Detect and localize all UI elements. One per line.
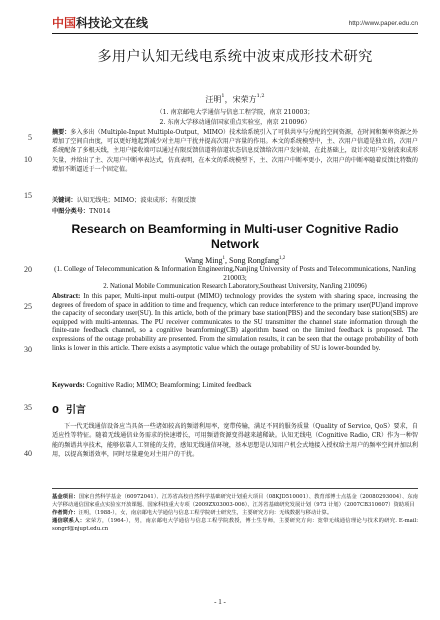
chinese-abstract	[52, 128, 418, 174]
footnote-text: 国家自然科学基金（60972041）、江苏省高校自然科学基础研究计划重大项目（08KJD510001）、教育部博士点基金（20080293004）、东南大学移动通信国家重点实验室开放课题、国家科技重大专项（2009ZX03003-006）、江苏省基础研究发展计划（973 计划）（2007CB310607）资助项目	[52, 494, 418, 508]
line-number: 40	[24, 449, 32, 458]
author-name: 宋荣方	[232, 95, 257, 104]
line-number: 30	[24, 345, 32, 354]
author-name: Song Rongfang	[229, 256, 280, 265]
footnote-divider	[52, 488, 418, 489]
journal-logo	[52, 14, 148, 31]
affiliation-line: 2. 东南大学移动通信国家重点实验室，南京 210096）	[159, 119, 311, 126]
chinese-affiliations	[52, 108, 418, 128]
section-number: 0	[52, 405, 59, 416]
english-abstract	[52, 292, 418, 352]
author-name: 汪明	[205, 95, 222, 104]
author-affiliation-mark: 1,2	[279, 256, 286, 261]
author-separator: ，	[224, 95, 233, 104]
author-affiliation-mark: 1	[221, 93, 225, 99]
keywords-text: Cognitive Radio; MIMO; Beamforming; Limited feedback	[86, 381, 252, 389]
line-number: 5	[28, 133, 32, 142]
line-number: 15	[24, 191, 32, 200]
section-title: 引言	[65, 405, 86, 416]
affiliation-line: （1. 南京邮电大学通信与信息工程学院，南京 210003；	[156, 109, 314, 116]
author-affiliation-mark: 1	[222, 256, 226, 261]
classification-number	[52, 206, 418, 215]
keywords-label: 关键词：	[52, 197, 77, 204]
section-heading	[52, 401, 418, 416]
footnote-text: 汪明，（1988-），女，南京邮电大学通信与信息工程学院研士研究生，主要研究方向：无线数据与移动计算。	[78, 509, 333, 516]
footnote-label: 基金项目：	[52, 494, 79, 500]
clc-label: 中图分类号：	[52, 208, 90, 215]
footnotes	[52, 494, 418, 534]
footnote-label: 通信联系人：	[52, 517, 86, 524]
author-name: Wang Ming	[184, 256, 223, 265]
logo-black-text: 科技论文在线	[76, 16, 149, 30]
english-authors	[52, 256, 418, 265]
intro-paragraph: 下一代无线通信设备应当具备一些诸如较高的频谱利用率，宽带传输，满足不同的服务质量（Quality of Service, QoS）要求，自适应性等特征。随着无线通信业务需求的快速增长，可用频谱资源变得越来越稀缺。认知无线电（Cognitive Radio, CR）作为一种智能的频谱共享技术，能够依靠人工智能的支持，感知无线通信环境，基本思想是认知用户机会式地接入授权给主用户的频率空间并加以利用，以提高频谱效率，同时尽量避免对主用户的干扰。	[52, 423, 418, 459]
line-number: 35	[24, 403, 32, 412]
keywords-label: Keywords:	[52, 381, 85, 389]
author-separator: ,	[225, 256, 230, 265]
page-number: - 1 -	[214, 598, 226, 606]
footnote-contact	[52, 518, 418, 534]
logo-red-text: 中国	[52, 16, 77, 30]
footnote-funding	[52, 494, 418, 510]
page-header	[0, 0, 440, 38]
footnote-text: 宋荣方，（1964-），男，南京邮电大学通信与信息工程学院教授，博士生导师，主要研究方向：宽带无线通信理论与技术的研究. E-mail: songrf@njupt.edu.cn	[52, 517, 418, 532]
header-url[interactable]: http://www.paper.edu.cn	[348, 20, 418, 27]
footnote-bio	[52, 510, 418, 518]
line-number: 25	[24, 302, 32, 311]
clc-value: TN014	[89, 208, 111, 215]
english-keywords	[52, 381, 418, 389]
english-affiliation: (1. College of Telecommunication & Information Engineering,Nanjing University of Posts and Telecommunications, NanJing 210003;	[54, 265, 416, 282]
chinese-authors	[52, 94, 418, 105]
abstract-text: 多入多出（Multiple-Input Multiple-Output，MIMO）技术给系统引入了可供共享与分配的空间资源，在时间和频率资源之外增加了空间自由度，可以更好地起到减少对主用户干扰并提高次用户容量的作用。本文的系统模型中，主、次用户信道是独立的，次用户系统配备了多根天线，主用户接收端可以通过有限反馈信道将信道状态信息反馈给次用户发射端，在此基础上，设计次用户发射波束成形矢量，并给出了主、次用户中断率表达式，仿真表明，在本文的系统模型下，主、次用户中断率更小，次用户的中断率随着反馈比特数的增加不断逼近于一个固定值。	[52, 129, 419, 173]
footnote-label: 作者简介：	[52, 509, 79, 516]
abstract-label: Abstract:	[52, 292, 81, 300]
author-affiliation-mark: 1,2	[256, 93, 265, 99]
keywords-text: 认知无线电；MIMO；波束成形；有限反馈	[76, 197, 196, 204]
line-number: 20	[24, 265, 32, 274]
chinese-keywords	[52, 195, 418, 204]
line-number: 10	[24, 155, 32, 164]
header-divider	[52, 33, 418, 34]
chinese-title: 多用户认知无线电系统中波束成形技术研究	[97, 49, 373, 65]
abstract-text: In this paper, Multi-input multi-output (MIMO) technology provides the system with sharing space, increasing the degrees of freedom of space in addition to time and frequency, which can reduce interference to the primary user(PU)and improve the capacity of secondary user(SU). In this article, both of the primary base station(PBS) and the secondary base station(SBS) are equipped with multi-antennas. The PU receiver communicates to the SU transmitter the channel state information through the finite-rate feedback channel, so a cognitive beamforming(CB) algorithm based on the limited feedback is proposed. The expressions of the outage probability are presented. From the simulation results, it can be seen that the outage probability of both links is lower in this article. There exists a asymptotic value which the outage probability of SU is lower-bounded by.	[52, 292, 419, 352]
abstract-label: 摘要：	[52, 129, 71, 136]
english-title: Research on Beamforming in Multi-user Cognitive Radio Network	[71, 222, 399, 251]
english-affiliation: 2. National Mobile Communication Research Laboratory,Southeast University, NanJing 210096)	[103, 283, 367, 290]
